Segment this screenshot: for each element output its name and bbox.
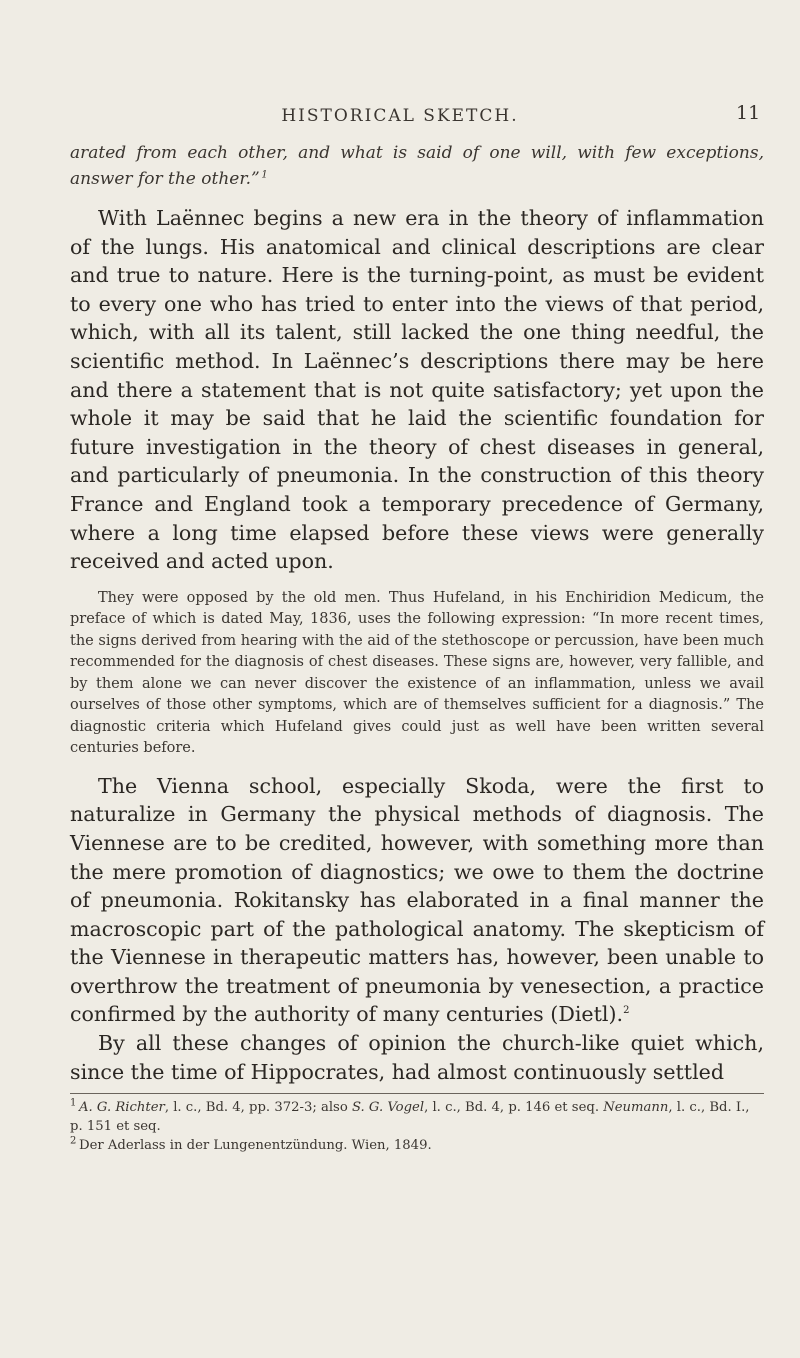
footnote-marker-1: 1 — [70, 1097, 77, 1109]
footnote-marker-2: 2 — [70, 1135, 77, 1147]
footnote-author-neumann: Neumann — [603, 1100, 669, 1116]
hufeland-note-paragraph: They were opposed by the old men. Thus Hufeland, in his Enchiridion Medicum, the preface of which is dated May, 1836, uses the following expression: “In more recent times, the signs derived from hearing with the aid of the stethoscope or percussion, have been much recommended for the diagnosis of chest diseases. These signs are, however, very fallible, and by them alone we can never discover the existence of an inflammation, unless we avail ourselves of those other symptoms, which are of themselves sufficient for a diagnosis.” The diagnostic criteria which Hufeland gives could just as well have been written several centuries before. — [70, 589, 764, 757]
running-head: HISTORICAL SKETCH. — [281, 106, 519, 126]
footnote-1 — [70, 1098, 764, 1136]
footnote-text: , l. c., Bd. 4, pp. 372-3; also — [164, 1100, 352, 1116]
paragraph-laennec: With Laënnec begins a new era in the theory of inflammation of the lungs. His anatomical and clinical descriptions are clear and true to nature. Here is the turning-point, as must be evident to every one who has tried to enter into the views of that period, which, with all its talent, still lacked the one thing needful, the scientific method. In Laënnec’s descriptions there may be here and there a statement that is not quite satisfactory; yet upon the whole it may be said that he laid the scientific foundation for future investigation in the theory of chest diseases in general, and particularly of pneumonia. In the construction of this theory France and England took a temporary precedence of Germany, where a long time elapsed before these views were generally received and acted upon. — [70, 206, 764, 574]
footnote-divider — [70, 1093, 764, 1094]
text-block — [70, 140, 764, 1155]
page-number: 11 — [736, 102, 761, 124]
footnote-text: , l. c., Bd. 4, p. 146 et seq. — [424, 1100, 604, 1116]
vienna-text: The Vienna school, especially Skoda, were the first to naturalize in Germany the physical methods of diagnosis. The Viennese are to be credited, however, with something more than the mere promotion of diagnostics; we owe to them the doctrine of pneumonia. Rokitansky has elaborated in a final manner the macroscopic part of the pathological anatomy. The skepticism of the Viennese in therapeutic matters has, however, been unable to overthrow the treatment of pneumonia by venesection, a practice confirmed by the authority of many centuries (Dietl). — [70, 773, 764, 1027]
quote-continuation — [70, 140, 764, 192]
footnote-ref-2: 2 — [623, 1005, 630, 1017]
quote-text: arated from each other, and what is said of one will, with few exceptions, answer for the other.” — [70, 143, 764, 189]
footnote-author-richter: A. G. Richter — [79, 1100, 165, 1116]
footnote-ref-1: 1 — [261, 169, 268, 181]
footnote-text: Der Aderlass in der Lungenentzündung. Wien, 1849. — [79, 1138, 432, 1154]
footnote-author-vogel: S. G. Vogel — [351, 1100, 425, 1116]
footnote-text: , l. c., Bd. I., p. 151 et seq. — [70, 1100, 750, 1135]
paragraph-changes-of-opinion: By all these changes of opinion the church-like quiet which, since the time of Hippocrates, had almost continuously settled — [70, 1031, 764, 1084]
footnote-2 — [70, 1136, 764, 1155]
paragraph-vienna-school — [70, 772, 764, 1029]
